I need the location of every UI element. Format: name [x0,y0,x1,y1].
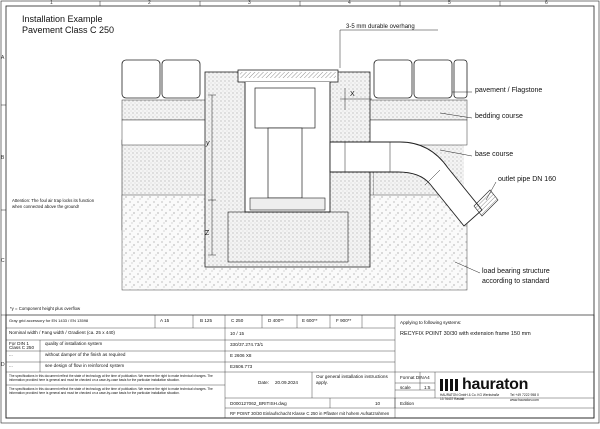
class-a15: A 15 [160,318,170,323]
legal-text: The specifications in this document reflect the state of technology at the time of publication. We reserve the right to make technical changes. The information provided here is general and must be checked on a case-by-case basis for the particular installation situation. [9,374,213,382]
left-small: ... [9,363,13,368]
frame-letter: A [1,55,5,61]
left-small: Class C 250 [9,345,35,350]
company-logo [440,376,528,394]
z-dimension-label: Z [205,230,210,237]
pavement-label: pavement / Flagstone [475,87,543,94]
frame-letter: C [1,258,5,264]
attention-note: Attention: The foul air trap locks its function when connected above the ground! [12,198,95,209]
frame-number: 1 [50,0,53,6]
footnote: *y = Component height plus overflow [10,306,81,311]
company-name: hauraton [462,376,529,393]
load-standard-label: according to standard [482,278,550,285]
left-small: For DIN 1 [9,341,29,346]
drawing-subtitle: Pavement Class C 250 [22,25,115,35]
edition-label: Edition [400,401,415,406]
x-dimension-label: X [350,91,355,98]
date-value: 20.09.2024 [275,380,298,385]
company-web: www.hauraton.com [510,398,539,402]
format-value: A4 [424,375,430,380]
class-f900: F 900** [336,318,352,323]
spec-line: quality of installation system [45,341,103,346]
y-dimension-label: y [206,140,210,147]
company-address: HAURATON GmbH & Co. KG Werkstraße 13 76437 Rastatt [440,393,500,401]
spec-line: see design of flow in reinforced system [45,363,125,368]
frame-number: 3 [248,0,251,6]
drawing-description: RF POINT 30/30 Einlaufschacht Klasse C 250 in Pflaster mit hohem Aufsatzrahmen [230,411,390,416]
frame-number: 5 [448,0,451,6]
frame-number: 2 [148,0,151,6]
format-label: Format DIN [400,375,424,380]
frame-number: 4 [348,0,351,6]
date-label: Date: [258,380,269,385]
spec-line: Nominal width / Fang width / Gradient (ca. 25 x 440) [9,330,115,335]
overhang-label: 3-5 mm durable overhang [346,24,415,30]
company-tel: Tel +49 7222 958 0 [510,393,539,397]
frame-letter: B [1,155,5,161]
sheet-number: 10 [375,401,381,406]
applying-label: Applying to following systems: [400,320,462,325]
class-c250: C 250 [231,318,244,323]
spec-line: without damper of the finish as required [45,352,126,357]
class-b125: B 125 [200,318,213,323]
scale-value: 1:5 [424,385,431,390]
hauraton-logo-icon [440,377,458,393]
scale-label: scale [400,385,411,390]
product-name: RECYFIX POINT 30/30 with extension frame 150 mm [400,331,531,337]
base-course-label: base course [475,151,514,158]
frame-number: 6 [545,0,548,6]
spec-value: 330/37.274.73/1 [230,342,264,347]
spec-value: E 2606 X8 [230,353,252,358]
load-structure-label: load bearing structure [482,268,550,275]
grid-accessory-label: Gray grid accessory for EN 1433 / EN 13598 [9,318,89,323]
installation-note: Our general installation instructions apply. [316,374,388,385]
drawing-title: Installation Example [22,14,103,24]
spec-value: 10 / 15 [230,331,245,336]
legal-text: The specifications in this document reflect the state of technology at the time of publication. We reserve the right to make technical changes. The information provided here is general and must be checked on a case-by-case basis for the particular installation situation. [9,387,213,395]
drawing-number: D000127062_BRITISH.dwg [230,401,287,406]
bedding-course-label: bedding course [475,113,523,120]
frame-letter: D [1,362,5,368]
outlet-pipe-label: outlet pipe DN 160 [498,176,556,183]
class-d400: D 400** [268,318,284,323]
spec-value: E2606.773 [230,364,253,369]
class-e600: E 600** [302,318,318,323]
left-small: ... [9,352,13,357]
